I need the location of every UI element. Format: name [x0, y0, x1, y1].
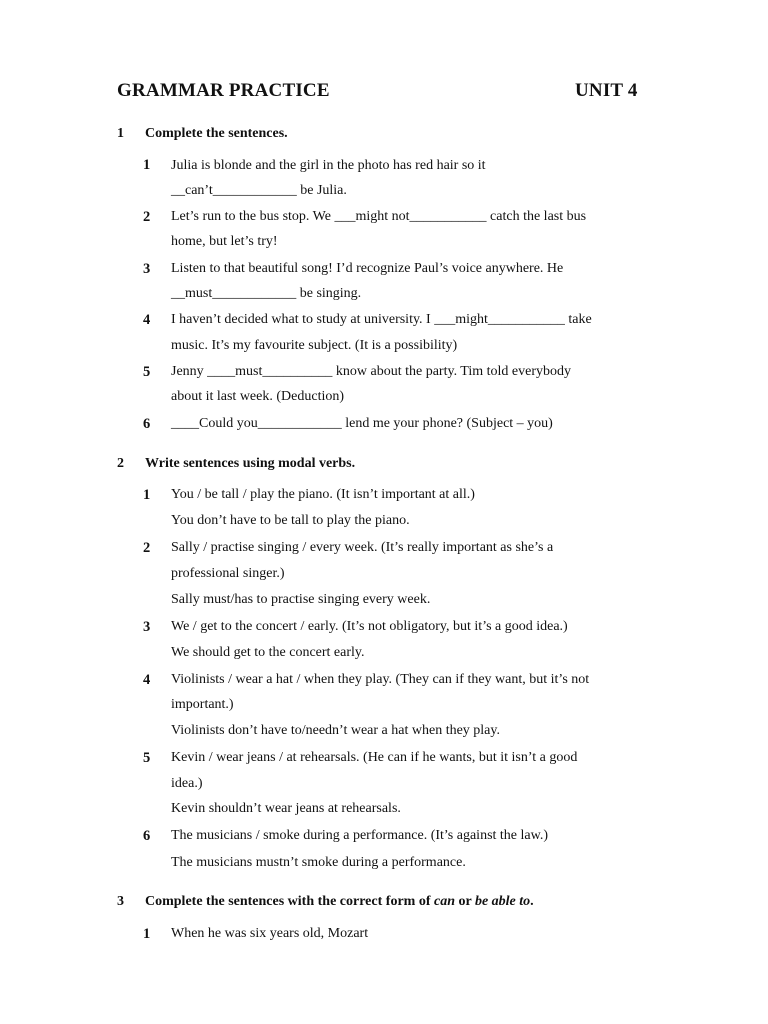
s2-item-2-line-3: Sally must/has to practise singing every week.	[171, 592, 431, 607]
section-1-title: Complete the sentences.	[145, 126, 288, 141]
s1-item-3-line-1: Listen to that beautiful song! I’d recognize Paul’s voice anywhere. He	[171, 261, 564, 276]
s2-item-3-line-1: We / get to the concert / early. (It’s not obligatory, but it’s a good idea.)	[171, 619, 568, 634]
s2-item-5-line-3: Kevin shouldn’t wear jeans at rehearsals.	[171, 801, 401, 816]
s1-item-6-line-1: ____Could you____________ lend me your phone? (Subject – you)	[171, 416, 553, 431]
page-title: GRAMMAR PRACTICE	[117, 80, 330, 101]
s2-item-6-line-1: The musicians / smoke during a performance. (It’s against the law.)	[171, 828, 548, 843]
s1-item-3-line-2: __must____________ be singing.	[171, 286, 362, 301]
s2-item-6-line-2: The musicians mustn’t smoke during a performance.	[171, 855, 466, 870]
s1-item-6-number: 6	[143, 416, 151, 432]
section-3-title-before: Complete the sentences with the correct form of	[145, 894, 434, 909]
section-3-title-middle: or	[454, 894, 475, 909]
s2-item-2-number: 2	[143, 540, 151, 556]
s2-item-4-number: 4	[143, 672, 151, 688]
s1-item-4-line-2: music. It’s my favourite subject. (It is a possibility)	[171, 338, 458, 353]
s2-item-4-line-3: Violinists don’t have to/needn’t wear a hat when they play.	[171, 723, 500, 738]
section-3-title-can: can	[433, 894, 455, 909]
s1-item-3-number: 3	[143, 261, 151, 277]
s2-item-5-number: 5	[143, 750, 151, 766]
section-2-title: Write sentences using modal verbs.	[145, 456, 356, 471]
s2-item-4-line-1: Violinists / wear a hat / when they play. (They can if they want, but it’s not	[171, 672, 590, 687]
s1-item-5-line-1: Jenny ____must__________ know about the party. Tim told everybody	[171, 364, 572, 379]
s1-item-2-number: 2	[143, 209, 151, 225]
s2-item-1-line-1: You / be tall / play the piano. (It isn’t important at all.)	[171, 487, 475, 502]
s1-item-2-line-2: home, but let’s try!	[171, 234, 278, 249]
s3-item-1-number: 1	[143, 926, 151, 942]
section-2-number: 2	[117, 456, 124, 471]
s2-item-5-line-2: idea.)	[171, 776, 203, 791]
s1-item-2-line-1: Let’s run to the bus stop. We ___might not___________ catch the last bus	[171, 209, 587, 224]
section-3-title-after: .	[530, 894, 534, 909]
s2-item-4-line-2: important.)	[171, 697, 234, 712]
s2-item-3-line-2: We should get to the concert early.	[171, 645, 365, 660]
s1-item-1-line-1: Julia is blonde and the girl in the photo has red hair so it	[171, 158, 486, 173]
s3-item-1-line-1: When he was six years old, Mozart	[171, 926, 369, 941]
s2-item-5-line-1: Kevin / wear jeans / at rehearsals. (He can if he wants, but it isn’t a good	[171, 750, 578, 765]
s2-item-3-number: 3	[143, 619, 151, 635]
section-1-number: 1	[117, 126, 124, 141]
section-3-title-be-able-to: be able to	[474, 894, 531, 909]
section-3-title	[145, 894, 534, 910]
s1-item-4-line-1: I haven’t decided what to study at university. I ___might___________ take	[171, 312, 592, 327]
s2-item-2-line-2: professional singer.)	[171, 566, 285, 581]
s1-item-5-line-2: about it last week. (Deduction)	[171, 389, 345, 404]
s1-item-1-number: 1	[143, 157, 151, 173]
s2-item-6-number: 6	[143, 828, 151, 844]
s2-item-1-number: 1	[143, 487, 151, 503]
s2-item-2-line-1: Sally / practise singing / every week. (It’s really important as she’s a	[171, 540, 554, 555]
section-3-number: 3	[117, 894, 124, 909]
s1-item-4-number: 4	[143, 312, 151, 328]
unit-label: UNIT 4	[575, 80, 638, 101]
s1-item-5-number: 5	[143, 364, 151, 380]
s2-item-1-line-2: You don’t have to be tall to play the piano.	[171, 513, 410, 528]
s1-item-1-line-2: __can’t____________ be Julia.	[171, 183, 347, 198]
